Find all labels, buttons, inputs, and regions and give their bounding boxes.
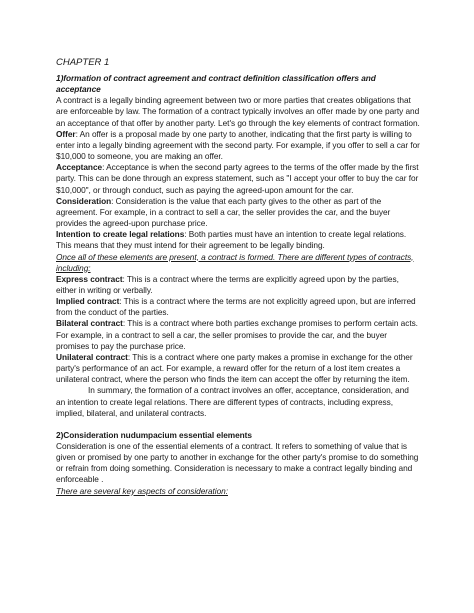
type-text: This is a contract where the terms are not explicitly agreed upon, but are inferred from the conduct of the parties. (56, 296, 416, 318)
section-2-body: Consideration is one of the essential elements of a contract. It refers to something of value that is given or promised by one party to another in exchange for the other party's promise to do something or refrain from doing something. Consideration is necessary to make a contract legally binding and enforceable . (56, 441, 419, 485)
type-express: Express contract: This is a contract where the terms are explicitly agreed upon by the parties, either in writing or verbally. (56, 273, 399, 295)
section-2-heading: 2)Consideration nudumpacium essential elements (56, 429, 252, 440)
type-term: Unilateral contract (56, 351, 128, 362)
type-term: Express contract (56, 273, 123, 284)
type-term: Implied contract (56, 296, 120, 307)
section-2-note: There are several key aspects of consideration: (56, 485, 228, 496)
type-term: Bilateral contract (56, 318, 123, 329)
type-bilateral: Bilateral contract: This is a contract where both parties exchange promises to perform certain acts. For example, in a contract to sell a car, the seller promises to provide the car, and the buyer promises to pay the purchase price. (56, 318, 418, 351)
chapter-title: CHAPTER 1 (56, 57, 110, 68)
type-text: This is a contract where one party makes a promise in exchange for the other party's performance of an act. For example, a reward offer for the return of a lost item creates a unilateral contract, where the person who finds the item can accept the offer by returning the item. (56, 351, 413, 385)
section-1-heading: 1)formation of contract agreement and contract definition classification offers and acceptance (56, 73, 376, 95)
element-term: Acceptance (56, 162, 103, 173)
element-term: Intention to create legal relations (56, 229, 185, 240)
element-text: Consideration is the value that each party gives to the other as part of the agreement. For example, in a contract to sell a car, the seller provides the car, and the buyer provides the agreed-upon purchase price. (56, 195, 391, 229)
section-1-summary: In summary, the formation of a contract involves an offer, acceptance, consideration, and an intention to create legal relations. There are different types of contracts, including express, implied, bilateral, and unilateral contracts. (56, 385, 409, 418)
type-unilateral: Unilateral contract: This is a contract where one party makes a promise in exchange for the other party's performance of an act. For example, a reward offer for the return of a lost item creates a unilateral contract, where the person who finds the item can accept the offer by returning the item. (56, 351, 413, 385)
type-text: This is a contract where the terms are explicitly agreed upon by the parties, either in writing or verbally. (56, 273, 399, 295)
element-intention: Intention to create legal relations: Both parties must have an intention to create legal relations. This means that they must intend for their agreement to be legally binding. (56, 229, 407, 251)
section-spacer (56, 419, 420, 430)
element-text: An offer is a proposal made by one party to another, indicating that the first party is willing to enter into a legally binding agreement with the second party. For example, if you offer to sell a car for $10,000 to someone, you are making an offer. (56, 128, 420, 162)
document-body (56, 73, 420, 497)
element-term: Consideration (56, 195, 112, 206)
type-implied: Implied contract: This is a contract where the terms are not explicitly agreed upon, but are inferred from the conduct of the parties. (56, 296, 416, 318)
type-text: This is a contract where both parties exchange promises to perform certain acts. For example, in a contract to sell a car, the seller promises to provide the car, and the buyer promises to pay the purchase price. (56, 318, 418, 351)
element-text: Both parties must have an intention to create legal relations. This means that they must intend for their agreement to be legally binding. (56, 229, 407, 251)
element-text: Acceptance is when the second party agrees to the terms of the offer made by the first party. This can be done through an express statement, such as "I accept your offer to buy the car for $10,000", or through conduct, such as paying the agreed-upon amount for the car. (56, 162, 419, 195)
types-intro-note: Once all of these elements are present, a contract is formed. There are different types of contracts, including: (56, 251, 414, 273)
element-consideration: Consideration: Consideration is the value that each party gives to the other as part of the agreement. For example, in a contract to sell a car, the seller provides the car, and the buyer provides the agreed-upon purchase price. (56, 195, 391, 229)
section-1-intro: A contract is a legally binding agreement between two or more parties that creates obligations that are enforceable by law. The formation of a contract typically involves an offer made by one party and an acceptance of that offer by another party. Let's go through the key elements of contract formation. (56, 95, 420, 128)
element-term: Offer (56, 128, 76, 139)
element-offer: Offer: An offer is a proposal made by one party to another, indicating that the first party is willing to enter into a legally binding agreement with the second party. For example, if you offer to sell a car for $10,000 to someone, you are making an offer. (56, 128, 420, 162)
element-acceptance: Acceptance: Acceptance is when the second party agrees to the terms of the offer made by the first party. This can be done through an express statement, such as "I accept your offer to buy the car for $10,000", or through conduct, such as paying the agreed-upon amount for the car. (56, 162, 419, 195)
